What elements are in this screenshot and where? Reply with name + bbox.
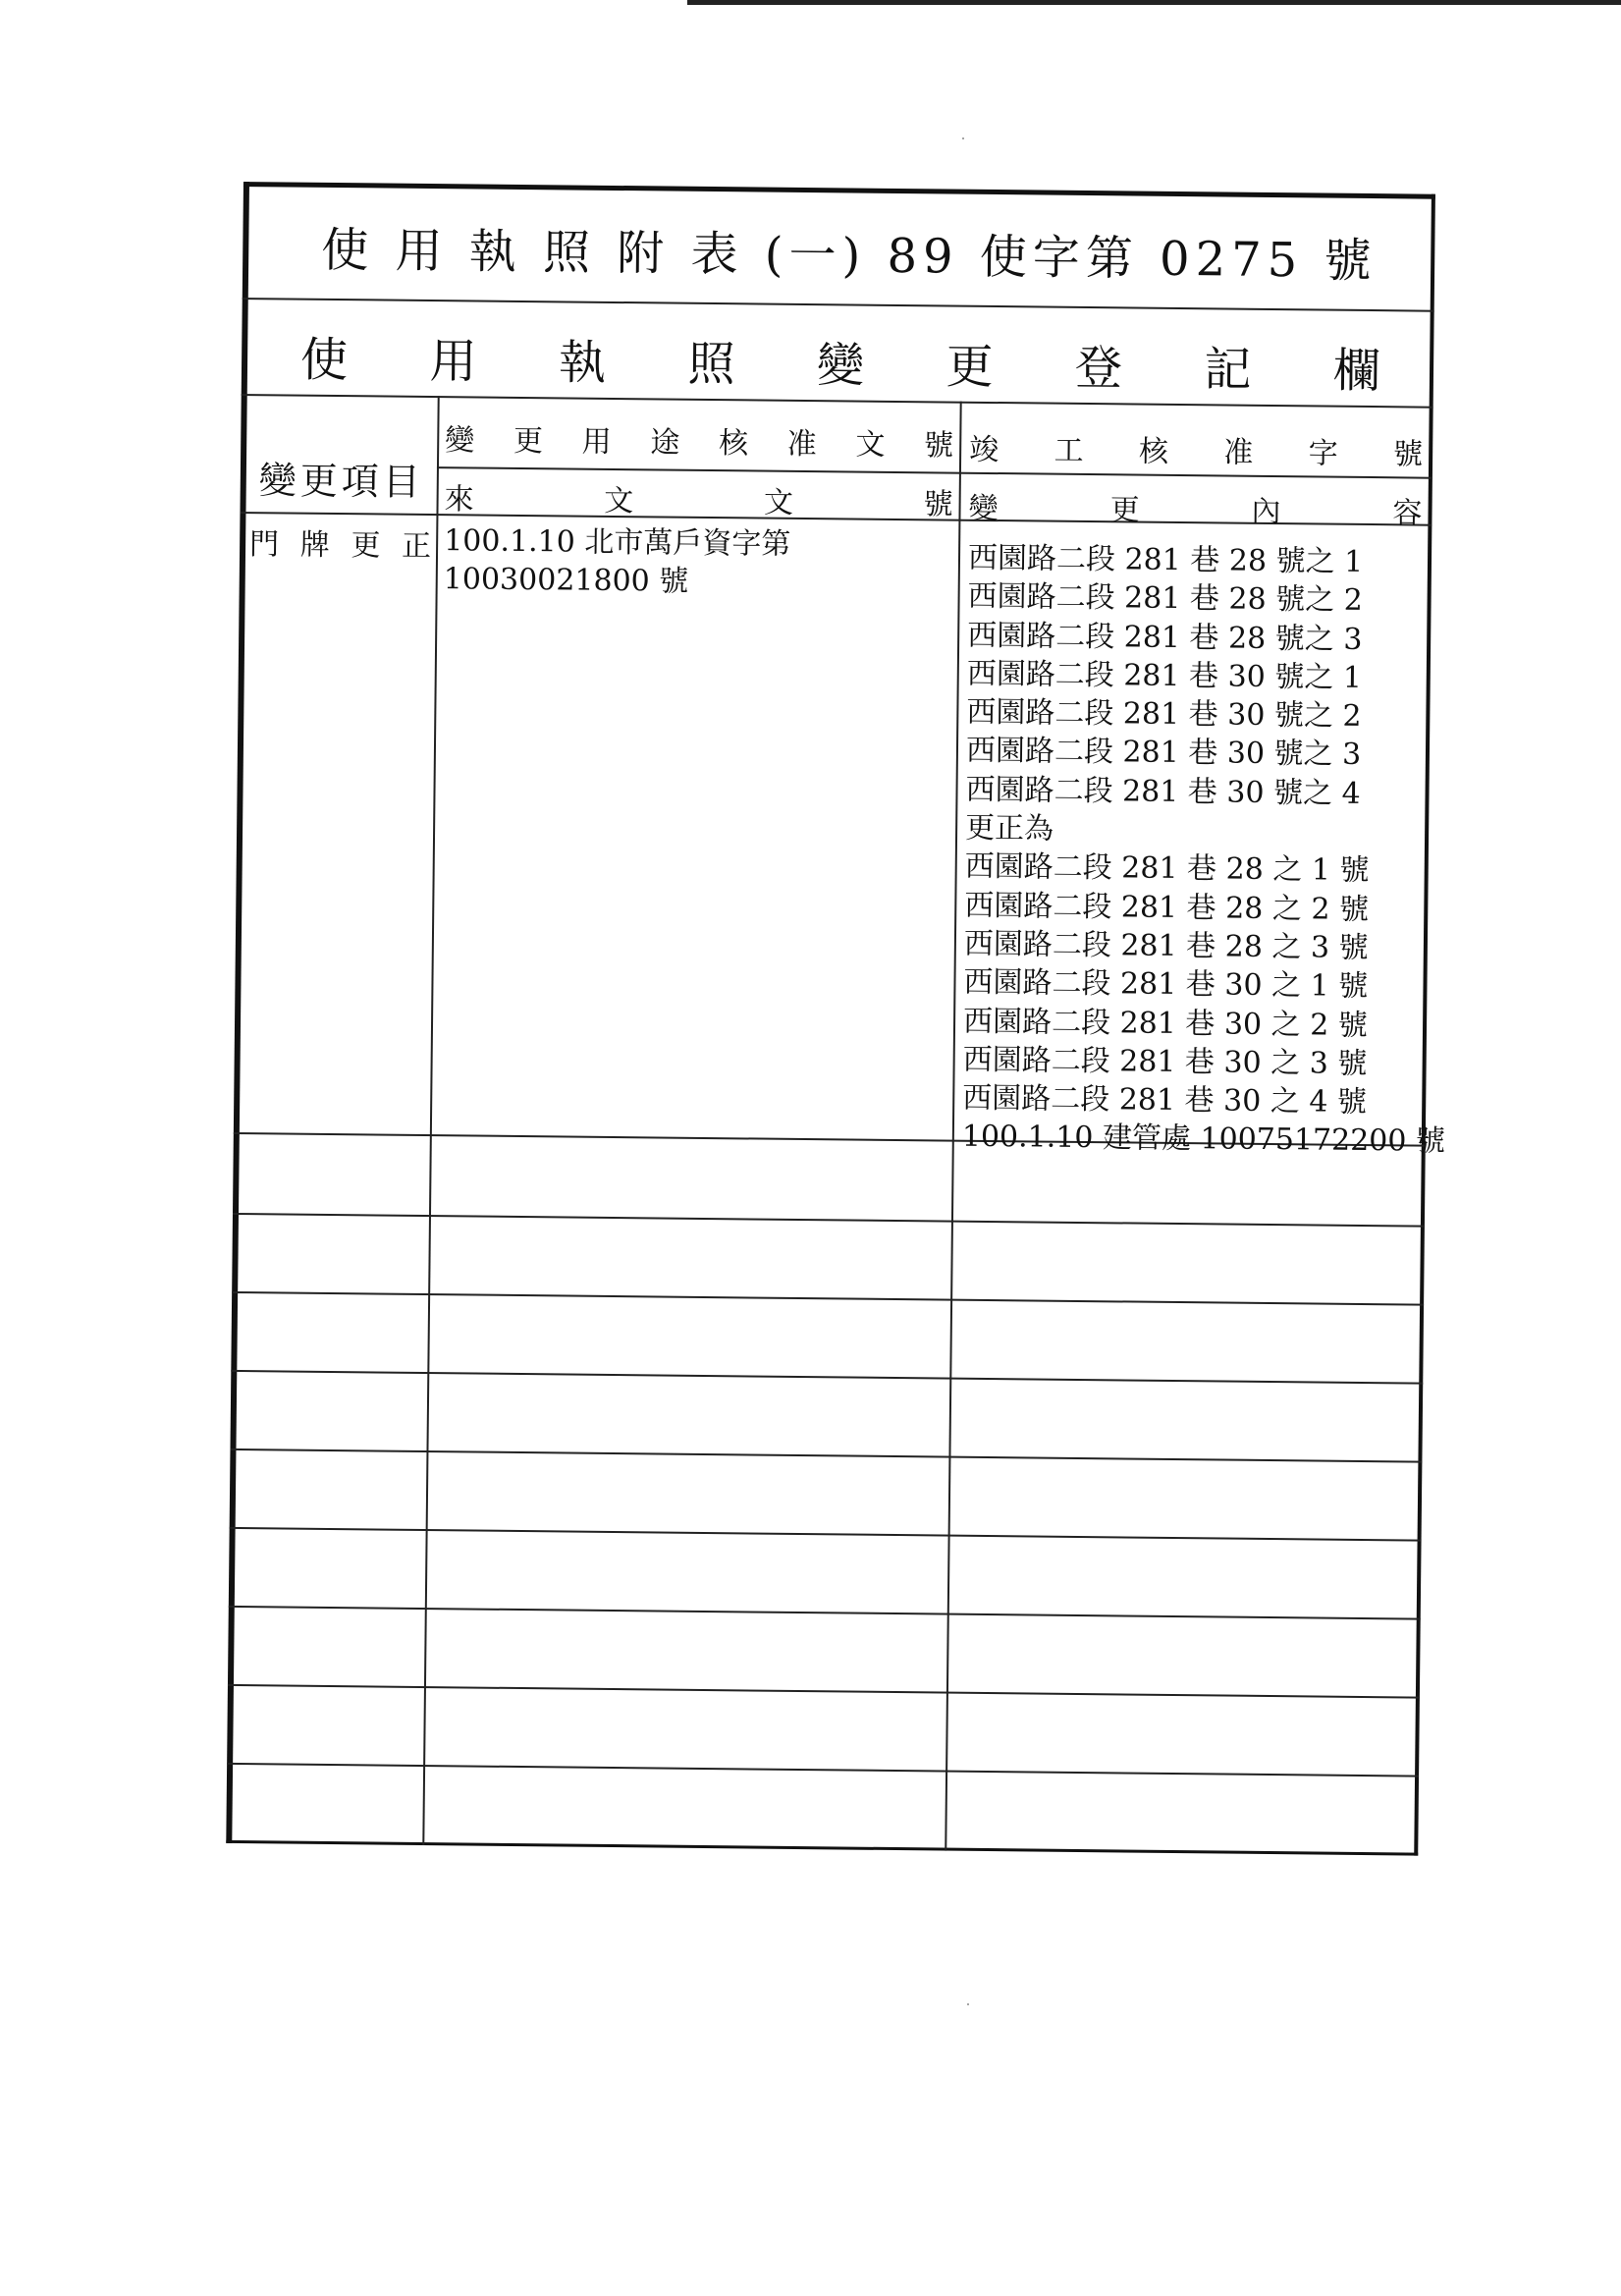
column-divider: [945, 402, 961, 1851]
row-divider: [243, 298, 1434, 312]
row-divider: [230, 1449, 1422, 1463]
content-line: 西園路二段 281 巷 28 號之 3: [967, 618, 1363, 657]
content-line: 西園路二段 281 巷 28 之 2 號: [964, 888, 1370, 927]
approval-doc-no-header: 變 更 用 途 核 准 文 號: [445, 423, 954, 464]
doc-no-line-1: 100.1.10 北市萬戶資字第: [443, 523, 791, 562]
form-subtitle: 使 用 執 照 變 更 登 記 欄: [299, 332, 1381, 400]
content-line: 西園路二段 281 巷 30 號之 3: [965, 734, 1362, 773]
change-item-value: 門 牌 更 正: [248, 527, 432, 565]
form-border-top: [243, 182, 1435, 199]
change-content-header: 變 更 內 容: [968, 491, 1423, 531]
scan-speck: [967, 2003, 969, 2005]
content-line: 西園路二段 281 巷 30 之 3 號: [962, 1042, 1368, 1081]
content-line: 西園路二段 281 巷 30 之 2 號: [962, 1004, 1368, 1043]
content-line: 西園路二段 281 巷 28 號之 1: [967, 540, 1364, 579]
change-content-list: [962, 539, 1452, 1162]
incoming-doc-no-header: 來 文 文 號: [444, 482, 953, 522]
form-border-bottom: [226, 1840, 1418, 1856]
usage-license-change-form: [226, 182, 1446, 1856]
scan-speck: [962, 137, 964, 139]
row-divider: [232, 1291, 1424, 1306]
change-item-header: 變更項目: [258, 458, 425, 504]
row-divider: [233, 1213, 1425, 1228]
content-line: 西園路二段 281 巷 28 之 3 號: [963, 926, 1369, 966]
content-line: 西園路二段 281 巷 30 之 4 號: [962, 1080, 1368, 1121]
form-border-left: [226, 182, 249, 1843]
row-divider: [231, 1370, 1423, 1385]
doc-no-line-2: 10030021800 號: [443, 562, 689, 599]
content-line: 西園路二段 281 巷 30 號之 2: [966, 694, 1362, 735]
row-divider: [229, 1606, 1421, 1620]
content-line: 更正為: [964, 810, 1054, 847]
column-divider: [422, 396, 439, 1845]
content-line: 西園路二段 281 巷 28 之 1 號: [964, 849, 1370, 889]
completion-no-header: 竣 工 核 准 字 號: [968, 432, 1424, 472]
row-divider: [228, 1684, 1420, 1699]
form-title: 使 用 執 照 附 表 (一) 89 使字第 0275 號: [320, 222, 1378, 290]
content-line: 西園路二段 281 巷 30 號之 1: [966, 656, 1363, 695]
content-line: 西園路二段 281 巷 28 號之 2: [967, 579, 1363, 619]
content-line: 西園路二段 281 巷 30 號之 4: [965, 772, 1361, 811]
row-divider: [230, 1527, 1422, 1542]
row-divider: [227, 1763, 1419, 1777]
scan-edge-line: [687, 0, 1621, 5]
content-line: 西園路二段 281 巷 30 之 1 號: [963, 964, 1369, 1005]
content-line: 100.1.10 建管處 10075172200 號: [961, 1120, 1446, 1160]
